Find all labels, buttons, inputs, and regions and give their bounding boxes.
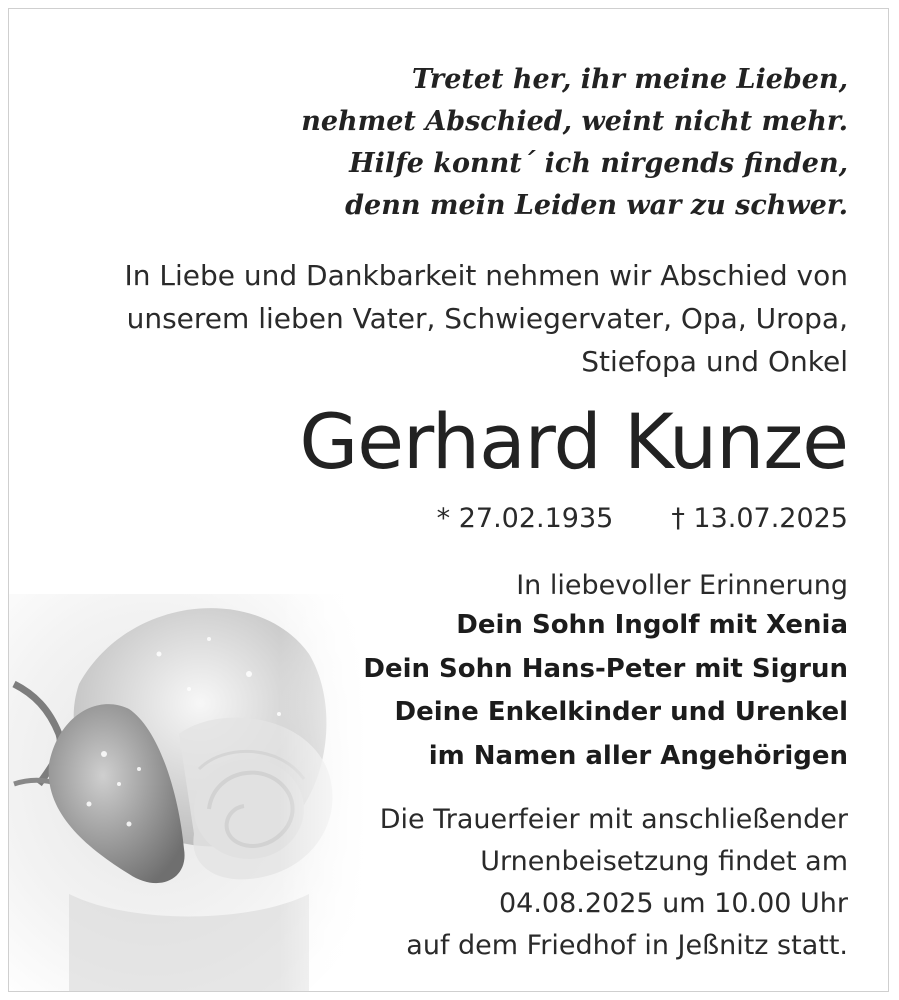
verse-line: nehmet Abschied, weint nicht mehr. [301,106,848,137]
rose-image [9,594,369,992]
intro-text [124,254,848,383]
funeral-line: Die Trauerfeier mit anschließender [379,804,848,835]
verse [301,59,848,227]
intro-line: Stiefopa und Onkel [581,345,848,378]
mourner-line: im Namen aller Angehörigen [428,740,848,771]
verse-line: Hilfe konnt´ ich nirgends finden, [349,148,848,179]
obituary-notice [8,8,889,992]
mourners-list [363,604,848,778]
mourner-line: Deine Enkelkinder und Urenkel [394,697,848,727]
life-dates [437,499,848,539]
mourner-line: Dein Sohn Ingolf mit Xenia [456,610,848,640]
mourner-line: Dein Sohn Hans-Peter mit Sigrun [363,653,848,684]
birth-date: * 27.02.1935 [436,503,614,534]
verse-line: denn mein Leiden war zu schwer. [345,190,848,221]
funeral-line: auf dem Friedhof in Jeßnitz statt. [406,930,848,961]
intro-line: unserem lieben Vater, Schwiegervater, Opa, Uropa, [126,302,848,335]
funeral-line: Urnenbeisetzung findet am [480,846,848,877]
rose-icon [9,594,369,992]
deceased-name: Gerhard Kunze [299,397,848,486]
memory-line: In liebevoller Erinnerung [516,570,848,601]
death-date: † 13.07.2025 [671,503,848,534]
funeral-info [380,799,848,967]
verse-line: Tretet her, ihr meine Lieben, [411,64,848,95]
funeral-line: 04.08.2025 um 10.00 Uhr [498,888,848,919]
intro-line: In Liebe und Dankbarkeit nehmen wir Abschied von [124,259,848,292]
